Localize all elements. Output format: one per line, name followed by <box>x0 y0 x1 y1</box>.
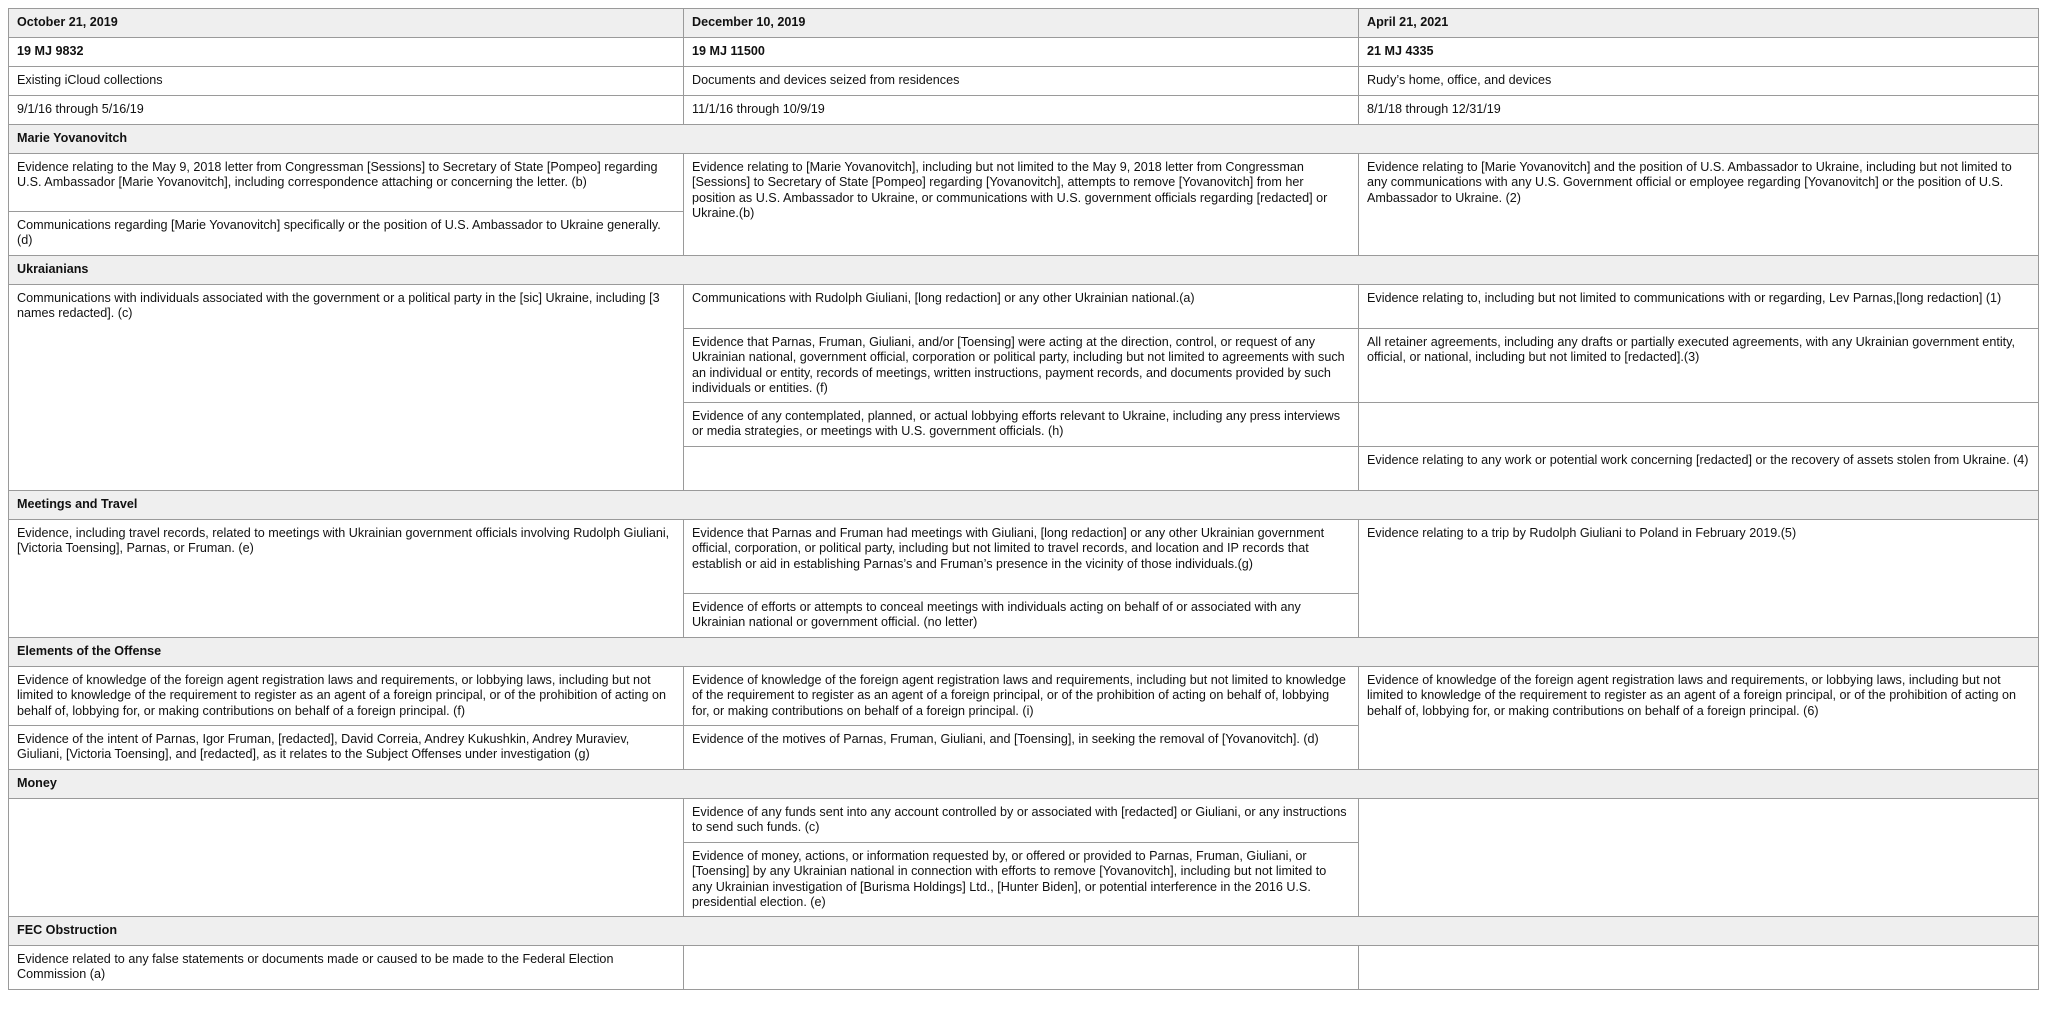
table-row <box>9 946 2039 990</box>
empty-cell <box>1359 799 2039 917</box>
evidence-cell: Evidence that Parnas and Fruman had meetings with Giuliani, [long redaction] or any other Ukrainian government official, corporation, or political party, including but not limited to travel records, and location and IP records that establish or aid in establishing Parnas’s and Fruman’s presence in the vicinity of those individuals.(g) <box>684 520 1359 594</box>
empty-cell <box>684 447 1359 491</box>
source-description: Rudy’s home, office, and devices <box>1359 67 2039 96</box>
evidence-cell: Evidence relating to a trip by Rudolph Giuliani to Poland in February 2019.(5) <box>1359 520 2039 638</box>
source-description: Existing iCloud collections <box>9 67 684 96</box>
table-row <box>9 285 2039 329</box>
section-header-row <box>9 638 2039 667</box>
evidence-cell: Communications with individuals associated with the government or a political party in the [sic] Ukraine, including [3 names redacted]. (c) <box>9 285 684 491</box>
section-title: Marie Yovanovitch <box>9 125 2039 154</box>
table-row <box>9 520 2039 594</box>
evidence-cell: Evidence of knowledge of the foreign agent registration laws and requirements, or lobbying laws, including but not limited to knowledge of the requirement to register as an agent of a foreign principal, or of the prohibition of acting on behalf of, lobbying for, or making contributions on behalf of a foreign principal. (6) <box>1359 667 2039 770</box>
empty-cell <box>684 946 1359 990</box>
section-title: Money <box>9 770 2039 799</box>
evidence-comparison-table <box>8 8 2039 990</box>
section-title: FEC Obstruction <box>9 917 2039 946</box>
evidence-cell: Evidence of any contemplated, planned, or actual lobbying efforts relevant to Ukraine, including any press interviews or media strategies, or meetings with U.S. government officials. (h) <box>684 403 1359 447</box>
evidence-cell: Evidence of the motives of Parnas, Fruman, Giuliani, and [Toensing], in seeking the removal of [Yovanovitch]. (d) <box>684 726 1359 770</box>
evidence-cell: All retainer agreements, including any drafts or partially executed agreements, with any Ukrainian government entity, official, or national, including but not limited to [redacted].(3) <box>1359 329 2039 403</box>
evidence-cell: Evidence of money, actions, or information requested by, or offered or provided to Parnas, Fruman, Giuliani, or [Toensing] by any Ukrainian national in connection with efforts to remove [Yovanovitch], including but not limited to any Ukrainian investigation of [Burisma Holdings] Ltd., [Hunter Biden], or potential interference in the 2016 U.S. presidential election. (e) <box>684 843 1359 917</box>
section-header-row <box>9 256 2039 285</box>
evidence-cell: Evidence of knowledge of the foreign agent registration laws and requirements, or lobbying laws, including but not limited to knowledge of the requirement to register as an agent of a foreign principal, or of the prohibition of acting on behalf of, lobbying for, or making contributions on behalf of a foreign principal. (f) <box>9 667 684 726</box>
case-number: 19 MJ 9832 <box>9 38 684 67</box>
evidence-cell: Evidence relating to [Marie Yovanovitch], including but not limited to the May 9, 2018 letter from Congressman [Sessions] to Secretary of State [Pompeo] regarding [Yovanovitch], attempts to remove [Yovanovitch] from her position as U.S. Ambassador to Ukraine, or communications with U.S. government officials regarding [redacted] or Ukraine.(b) <box>684 154 1359 256</box>
empty-cell <box>1359 403 2039 447</box>
evidence-cell: Evidence of the intent of Parnas, Igor Fruman, [redacted], David Correia, Andrey Kukushkin, Andrey Muraviev, Giuliani, [Victoria Toensing], and [redacted], as it relates to the Subject Offenses under investigation (g) <box>9 726 684 770</box>
date-range: 11/1/16 through 10/9/19 <box>684 96 1359 125</box>
empty-cell <box>9 799 684 917</box>
evidence-cell: Evidence relating to [Marie Yovanovitch] and the position of U.S. Ambassador to Ukraine, including but not limited to any communications with any U.S. Government official or employee regarding [Yovanovitch] or the position of U.S. Ambassador to Ukraine. (2) <box>1359 154 2039 256</box>
table-row <box>9 799 2039 843</box>
evidence-cell: Communications with Rudolph Giuliani, [long redaction] or any other Ukrainian national.(a) <box>684 285 1359 329</box>
empty-cell <box>1359 946 2039 990</box>
header-dates-row <box>9 9 2039 38</box>
case-number: 19 MJ 11500 <box>684 38 1359 67</box>
section-header-row <box>9 770 2039 799</box>
evidence-cell: Evidence relating to, including but not limited to communications with or regarding, Lev Parnas,[long redaction] (1) <box>1359 285 2039 329</box>
header-case-row <box>9 38 2039 67</box>
evidence-cell: Evidence, including travel records, related to meetings with Ukrainian government officials involving Rudolph Giuliani, [Victoria Toensing], Parnas, or Fruman. (e) <box>9 520 684 638</box>
column-date: April 21, 2021 <box>1359 9 2039 38</box>
date-range: 8/1/18 through 12/31/19 <box>1359 96 2039 125</box>
evidence-cell: Evidence relating to the May 9, 2018 letter from Congressman [Sessions] to Secretary of State [Pompeo] regarding U.S. Ambassador [Marie Yovanovitch], including correspondence attaching or concerning the letter. (b) <box>9 154 684 212</box>
section-header-row <box>9 491 2039 520</box>
evidence-cell: Evidence of any funds sent into any account controlled by or associated with [redacted] or Giuliani, or any instructions to send such funds. (c) <box>684 799 1359 843</box>
table-row <box>9 154 2039 212</box>
header-daterange-row <box>9 96 2039 125</box>
table-row <box>9 667 2039 726</box>
column-date: October 21, 2019 <box>9 9 684 38</box>
header-source-row <box>9 67 2039 96</box>
evidence-cell: Evidence related to any false statements or documents made or caused to be made to the Federal Election Commission (a) <box>9 946 684 990</box>
evidence-cell: Evidence of efforts or attempts to conceal meetings with individuals acting on behalf of or associated with any Ukrainian national or government official. (no letter) <box>684 594 1359 638</box>
date-range: 9/1/16 through 5/16/19 <box>9 96 684 125</box>
section-title: Elements of the Offense <box>9 638 2039 667</box>
source-description: Documents and devices seized from residences <box>684 67 1359 96</box>
column-date: December 10, 2019 <box>684 9 1359 38</box>
section-header-row <box>9 125 2039 154</box>
evidence-cell: Communications regarding [Marie Yovanovitch] specifically or the position of U.S. Ambassador to Ukraine generally. (d) <box>9 212 684 256</box>
case-number: 21 MJ 4335 <box>1359 38 2039 67</box>
section-header-row <box>9 917 2039 946</box>
evidence-cell: Evidence that Parnas, Fruman, Giuliani, and/or [Toensing] were acting at the direction, control, or request of any Ukrainian national, government official, corporation or political party, including but not limited to agreements with such an individual or entity, records of meetings, written instructions, payment records, and documents provided by such individuals or entities. (f) <box>684 329 1359 403</box>
section-title: Meetings and Travel <box>9 491 2039 520</box>
evidence-cell: Evidence relating to any work or potential work concerning [redacted] or the recovery of assets stolen from Ukraine. (4) <box>1359 447 2039 491</box>
evidence-cell: Evidence of knowledge of the foreign agent registration laws and requirements, including but not limited to knowledge of the requirement to register as an agent of a foreign principal, or of the prohibition of acting on behalf of, lobbying for, or making contributions on behalf of a foreign principal. (i) <box>684 667 1359 726</box>
section-title: Ukraianians <box>9 256 2039 285</box>
